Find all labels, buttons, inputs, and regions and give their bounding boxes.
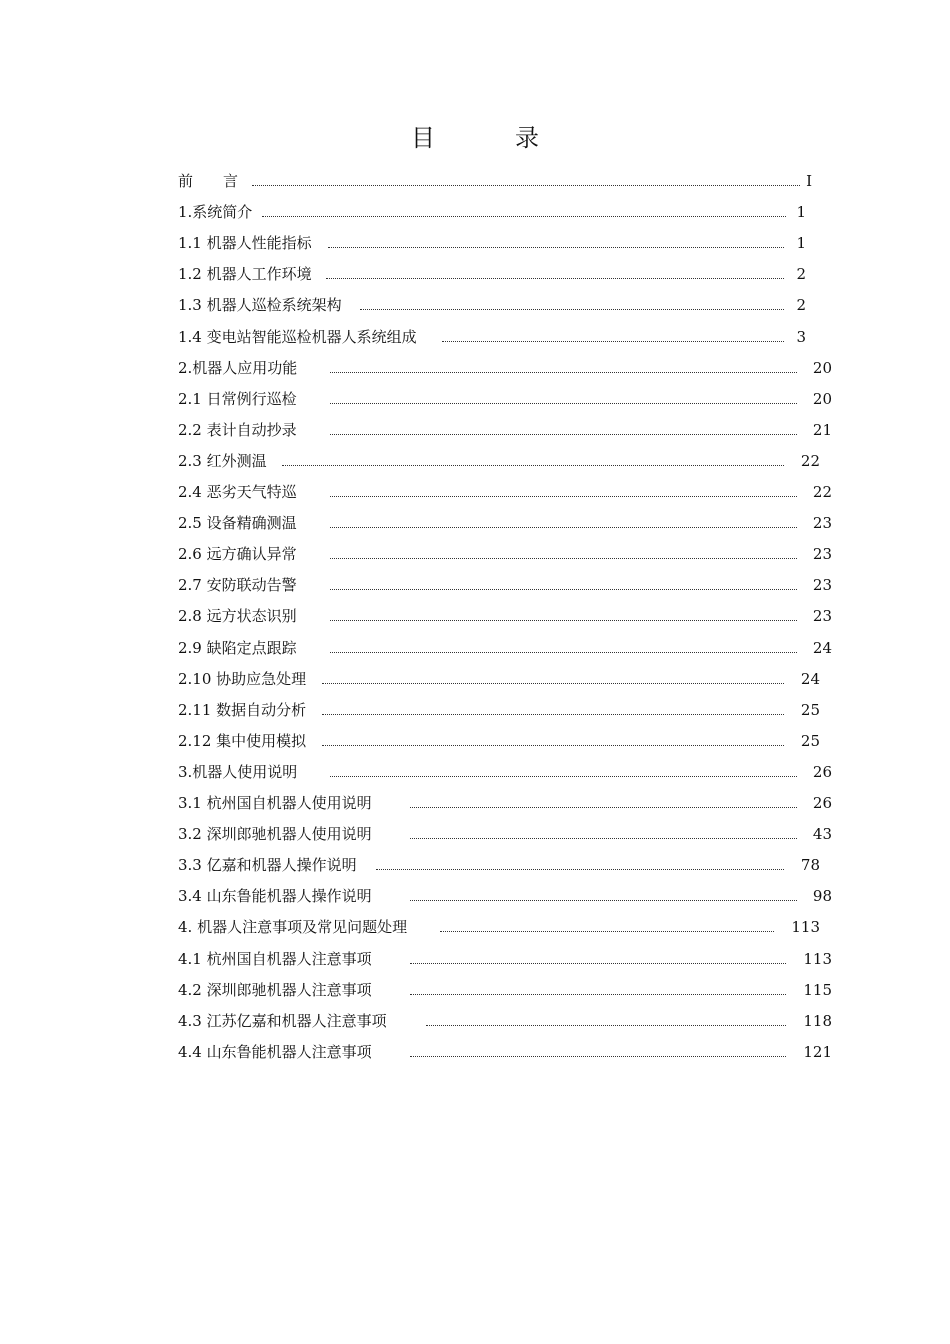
toc-entry[interactable]	[178, 201, 806, 223]
toc-page-number: I	[806, 172, 812, 190]
toc-entry-label: 2.机器人应用功能	[178, 358, 298, 377]
toc-entry[interactable]	[178, 357, 832, 379]
toc-entry[interactable]	[178, 170, 812, 192]
toc-entry-label: 2.8 远方状态识别	[178, 607, 297, 626]
toc-leader-dots	[410, 994, 786, 995]
toc-entry-label: 2.6 远方确认异常	[178, 545, 297, 564]
toc-page-number: 25	[800, 700, 820, 719]
toc-entry[interactable]	[178, 761, 832, 783]
toc-entry[interactable]	[178, 823, 832, 845]
toc-page-number: 3	[796, 327, 806, 346]
toc-entry-label: 2.12 集中使用模拟	[178, 731, 307, 750]
toc-entry[interactable]	[178, 948, 832, 970]
toc-page-number: 118	[803, 1011, 832, 1030]
toc-entry-label: 1.4 变电站智能巡检机器人系统组成	[178, 327, 417, 346]
toc-page-number: 23	[812, 545, 832, 564]
toc-entry[interactable]	[178, 574, 832, 596]
toc-page-number: 1	[796, 203, 806, 222]
toc-page-number: 22	[812, 483, 832, 501]
toc-title: 目 录	[411, 124, 567, 152]
toc-leader-dots	[328, 247, 784, 248]
toc-page-number: 23	[812, 514, 832, 533]
toc-entry-label: 2.1 日常例行巡检	[178, 389, 297, 408]
toc-entry[interactable]	[178, 450, 820, 472]
toc-entry-label: 3.4 山东鲁能机器人操作说明	[178, 887, 372, 906]
toc-page-number: 113	[791, 918, 820, 937]
toc-page-number: 43	[812, 825, 832, 844]
toc-leader-dots	[326, 278, 784, 279]
toc-entry-label: 4.2 深圳郎驰机器人注意事项	[178, 980, 372, 999]
toc-entry[interactable]	[178, 730, 820, 752]
toc-entry-label: 前 言	[178, 172, 239, 190]
toc-leader-dots	[410, 838, 797, 839]
toc-page-number: 1	[796, 234, 806, 253]
toc-page-number: 78	[800, 856, 820, 875]
toc-entry[interactable]	[178, 481, 832, 503]
toc-entry-label: 2.11 数据自动分析	[178, 700, 307, 719]
toc-entry[interactable]	[178, 668, 820, 690]
toc-entry[interactable]	[178, 388, 832, 410]
toc-entry[interactable]	[178, 419, 832, 441]
toc-page-number: 2	[796, 296, 806, 315]
toc-entry-label: 1.2 机器人工作环境	[178, 265, 312, 284]
toc-leader-dots	[410, 963, 786, 964]
toc-leader-dots	[330, 589, 797, 590]
toc-leader-dots	[440, 931, 774, 932]
toc-entry[interactable]	[178, 792, 832, 814]
toc-leader-dots	[410, 807, 797, 808]
toc-page-number: 26	[812, 762, 832, 781]
toc-leader-dots	[330, 558, 797, 559]
toc-entry-label: 2.4 恶劣天气特巡	[178, 483, 297, 501]
toc-page-number: 115	[803, 980, 832, 999]
toc-leader-dots	[442, 341, 784, 342]
toc-entry-label: 2.7 安防联动告警	[178, 576, 297, 595]
toc-leader-dots	[322, 683, 784, 684]
toc-page-number: 98	[812, 887, 832, 906]
toc-entry-label: 4.4 山东鲁能机器人注意事项	[178, 1042, 372, 1061]
toc-entry-label: 3.机器人使用说明	[178, 762, 298, 781]
toc-leader-dots	[322, 714, 784, 715]
toc-page-number: 22	[800, 451, 820, 470]
toc-leader-dots	[322, 745, 784, 746]
toc-entry[interactable]	[178, 979, 832, 1001]
toc-leader-dots	[330, 776, 797, 777]
toc-leader-dots	[330, 527, 797, 528]
toc-page-number: 121	[803, 1042, 832, 1061]
toc-leader-dots	[330, 620, 797, 621]
toc-leader-dots	[426, 1025, 786, 1026]
toc-entry-label: 1.3 机器人巡检系统架构	[178, 296, 342, 315]
toc-entry[interactable]	[178, 326, 806, 348]
toc-leader-dots	[410, 900, 797, 901]
toc-page-number: 2	[796, 265, 806, 284]
toc-entry-label: 3.1 杭州国自机器人使用说明	[178, 794, 372, 812]
toc-entry[interactable]	[178, 263, 806, 285]
toc-leader-dots	[376, 869, 784, 870]
toc-entry-label: 2.3 红外测温	[178, 451, 267, 470]
toc-page-number: 24	[800, 669, 820, 688]
toc-entry-label: 4.3 江苏亿嘉和机器人注意事项	[178, 1011, 387, 1030]
toc-entry[interactable]	[178, 512, 832, 534]
toc-page-number: 23	[812, 576, 832, 595]
toc-entry-label: 4.1 杭州国自机器人注意事项	[178, 949, 372, 968]
toc-entry-label: 1.1 机器人性能指标	[178, 234, 312, 253]
toc-leader-dots	[262, 216, 786, 217]
toc-leader-dots	[252, 185, 800, 186]
toc-leader-dots	[330, 372, 797, 373]
toc-page-number: 20	[812, 389, 832, 408]
toc-entry[interactable]	[178, 1041, 832, 1063]
toc-entry[interactable]	[178, 854, 820, 876]
toc-entry-label: 2.9 缺陷定点跟踪	[178, 638, 297, 657]
toc-entry-label: 2.2 表计自动抄录	[178, 420, 297, 439]
toc-page-number: 21	[812, 420, 832, 439]
toc-entry[interactable]	[178, 1010, 832, 1032]
toc-entry-label: 2.5 设备精确测温	[178, 514, 297, 533]
toc-entry-label: 3.3 亿嘉和机器人操作说明	[178, 856, 357, 875]
toc-entry-label: 1.系统简介	[178, 203, 253, 222]
toc-leader-dots	[330, 652, 797, 653]
toc-page-number: 113	[803, 949, 832, 968]
toc-entry[interactable]	[178, 605, 832, 627]
toc-page-number: 23	[812, 607, 832, 626]
toc-entry[interactable]	[178, 885, 832, 907]
toc-entry-label: 2.10 协助应急处理	[178, 669, 307, 688]
toc-page-number: 25	[800, 731, 820, 750]
toc-leader-dots	[282, 465, 784, 466]
toc-entry-label: 4. 机器人注意事项及常见问题处理	[178, 918, 408, 937]
toc-leader-dots	[330, 434, 797, 435]
toc-entry[interactable]	[178, 232, 806, 254]
toc-entry[interactable]	[178, 543, 832, 565]
toc-leader-dots	[330, 496, 797, 497]
toc-page-number: 20	[812, 358, 832, 377]
toc-leader-dots	[410, 1056, 786, 1057]
toc-entry-label: 3.2 深圳郎驰机器人使用说明	[178, 825, 372, 844]
toc-page-number: 26	[812, 794, 832, 812]
toc-leader-dots	[330, 403, 797, 404]
toc-entry[interactable]	[178, 294, 806, 316]
toc-entry[interactable]	[178, 637, 832, 659]
toc-page-number: 24	[812, 638, 832, 657]
toc-leader-dots	[360, 309, 784, 310]
toc-entry[interactable]	[178, 916, 820, 938]
toc-entry[interactable]	[178, 699, 820, 721]
